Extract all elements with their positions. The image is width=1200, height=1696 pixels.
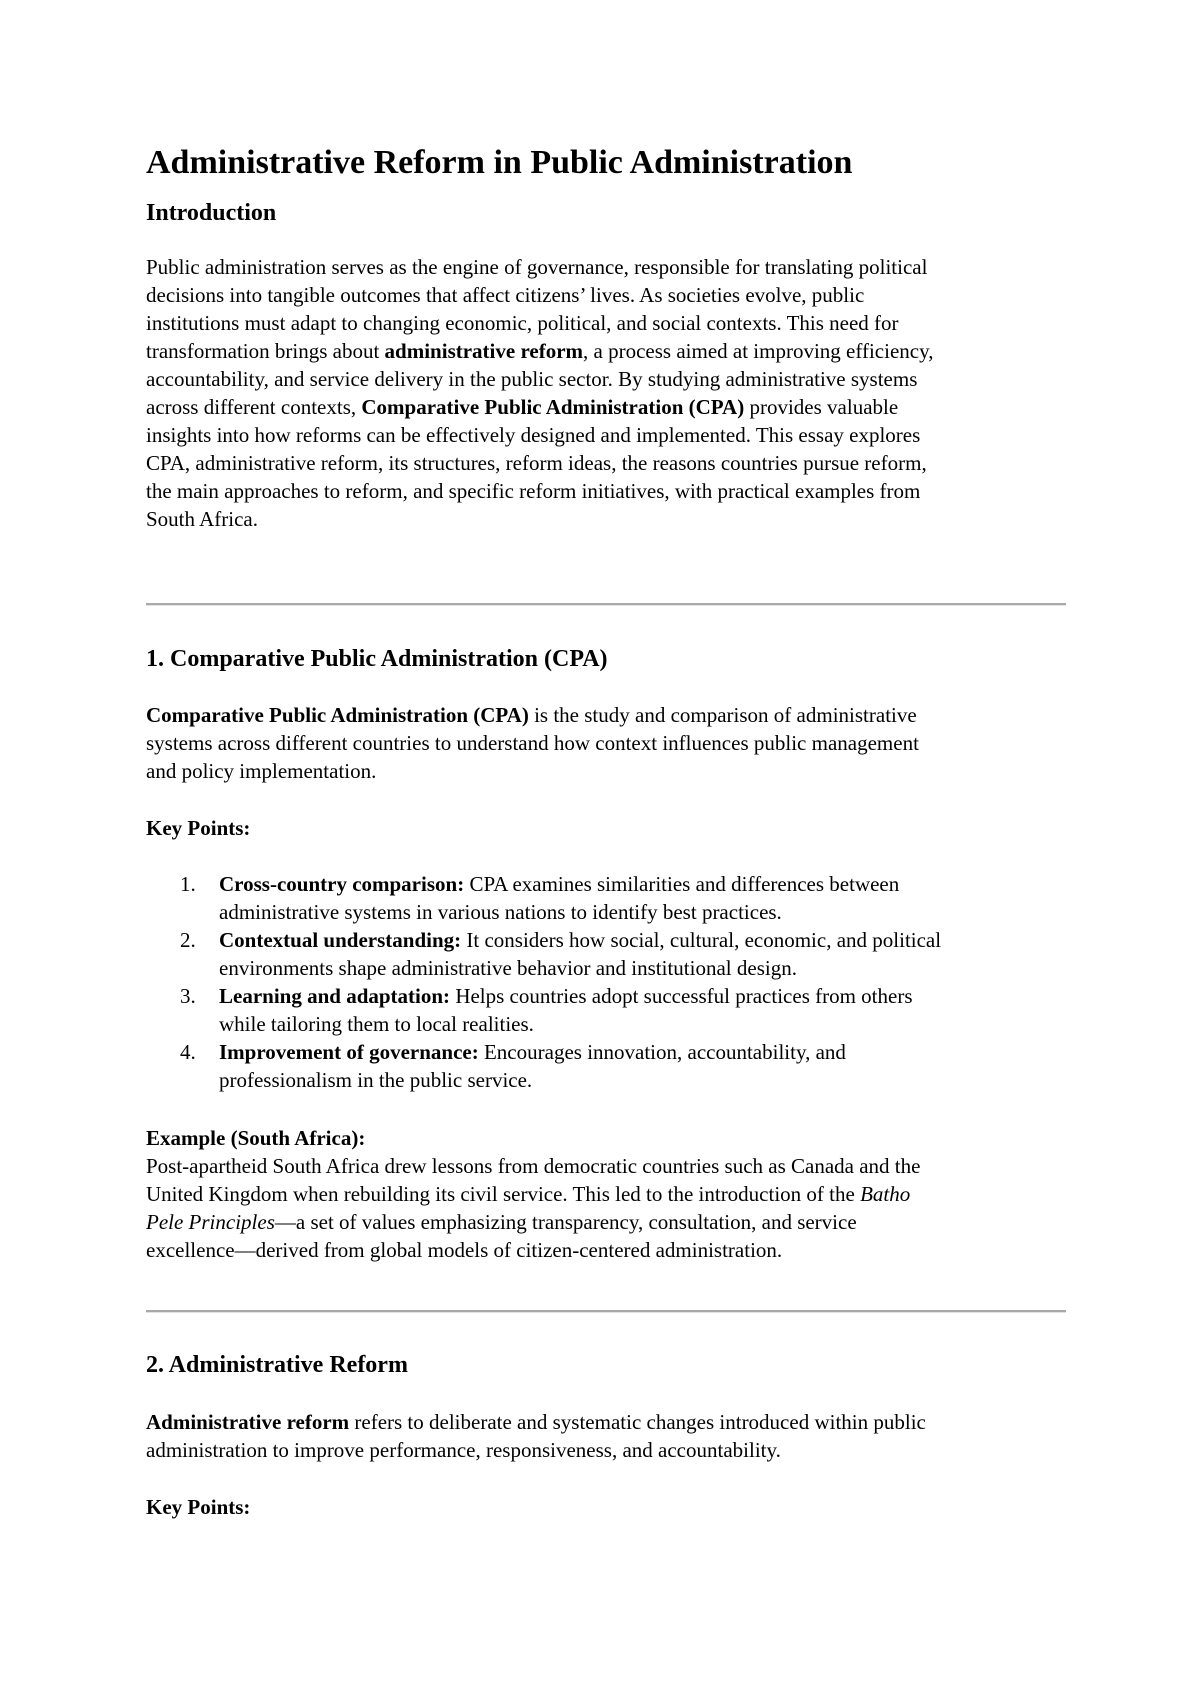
point-title: Cross-country comparison: bbox=[219, 872, 465, 896]
point-text: Helps countries adopt successful practices from others bbox=[450, 984, 913, 1008]
intro-line: CPA, administrative reform, its structures, reform ideas, the reasons countries pursue reform, bbox=[146, 451, 927, 475]
point-text: CPA examines similarities and differences between bbox=[464, 872, 900, 896]
intro-text: , a process aimed at improving efficiency, bbox=[583, 339, 934, 363]
reform-definition-text: refers to deliberate and systematic changes introduced within public bbox=[349, 1410, 926, 1434]
cpa-term: Comparative Public Administration (CPA) bbox=[146, 703, 529, 727]
list-item bbox=[146, 870, 1066, 926]
key-points-list bbox=[146, 870, 1066, 1094]
cpa-definition-line: and policy implementation. bbox=[146, 759, 377, 783]
point-text: Encourages innovation, accountability, and bbox=[478, 1040, 846, 1064]
section-1-heading: 1. Comparative Public Administration (CPA) bbox=[146, 646, 608, 672]
intro-line: decisions into tangible outcomes that affect citizens’ lives. As societies evolve, public bbox=[146, 283, 865, 307]
point-text: while tailoring them to local realities. bbox=[219, 1012, 534, 1036]
example-italic: Batho bbox=[860, 1182, 911, 1206]
intro-line: South Africa. bbox=[146, 507, 258, 531]
reform-term: Administrative reform bbox=[146, 1410, 350, 1434]
example-paragraph bbox=[146, 1152, 1066, 1264]
list-item bbox=[146, 926, 1066, 982]
example-line bbox=[146, 1180, 1066, 1208]
reform-definition-line bbox=[146, 1408, 1066, 1436]
horizontal-rule bbox=[146, 1310, 1066, 1313]
introduction-heading: Introduction bbox=[146, 200, 277, 226]
cpa-definition-line: systems across different countries to understand how context influences public management bbox=[146, 731, 919, 755]
point-text: environments shape administrative behavior and institutional design. bbox=[219, 956, 797, 980]
key-points-label: Key Points: bbox=[146, 1495, 251, 1519]
point-title: Learning and adaptation: bbox=[219, 984, 451, 1008]
list-item bbox=[146, 1038, 1066, 1094]
list-number: 2. bbox=[180, 928, 196, 952]
intro-line: Public administration serves as the engine of governance, responsible for translating political bbox=[146, 255, 928, 279]
cpa-definition-text: is the study and comparison of administrative bbox=[528, 703, 917, 727]
list-number: 3. bbox=[180, 984, 196, 1008]
intro-text: provides valuable bbox=[744, 395, 899, 419]
document-title: Administrative Reform in Public Administration bbox=[146, 144, 853, 181]
example-italic: Pele Principles bbox=[146, 1210, 275, 1234]
point-text: professionalism in the public service. bbox=[219, 1068, 533, 1092]
intro-line: insights into how reforms can be effectively designed and implemented. This essay explores bbox=[146, 423, 921, 447]
admin-reform-definition-paragraph bbox=[146, 1408, 1066, 1464]
example-text: United Kingdom when rebuilding its civil service. This led to the introduction of the bbox=[146, 1182, 861, 1206]
example-line bbox=[146, 1208, 1066, 1236]
horizontal-rule bbox=[146, 603, 1066, 606]
list-number: 4. bbox=[180, 1040, 196, 1064]
intro-bold-term: administrative reform bbox=[384, 339, 584, 363]
example-line: Post-apartheid South Africa drew lessons from democratic countries such as Canada and the bbox=[146, 1154, 921, 1178]
intro-line bbox=[146, 393, 1066, 421]
point-title: Improvement of governance: bbox=[219, 1040, 479, 1064]
intro-line bbox=[146, 337, 1066, 365]
intro-line: institutions must adapt to changing economic, political, and social contexts. This need for bbox=[146, 311, 899, 335]
intro-text: transformation brings about bbox=[146, 339, 385, 363]
example-line: excellence—derived from global models of citizen-centered administration. bbox=[146, 1238, 783, 1262]
list-number: 1. bbox=[180, 872, 196, 896]
intro-text: across different contexts, bbox=[146, 395, 362, 419]
introduction-paragraph bbox=[146, 253, 1066, 533]
intro-line: the main approaches to reform, and specific reform initiatives, with practical examples from bbox=[146, 479, 921, 503]
point-text: It considers how social, cultural, economic, and political bbox=[461, 928, 942, 952]
point-text: administrative systems in various nations to identify best practices. bbox=[219, 900, 782, 924]
intro-bold-term: Comparative Public Administration (CPA) bbox=[361, 395, 745, 419]
example-label: Example (South Africa): bbox=[146, 1126, 366, 1150]
cpa-definition-paragraph bbox=[146, 701, 1066, 785]
intro-line: accountability, and service delivery in the public sector. By studying administrative systems bbox=[146, 367, 918, 391]
reform-definition-line: administration to improve performance, responsiveness, and accountability. bbox=[146, 1438, 781, 1462]
example-text: —a set of values emphasizing transparency, consultation, and service bbox=[274, 1210, 857, 1234]
list-item bbox=[146, 982, 1066, 1038]
section-2-heading: 2. Administrative Reform bbox=[146, 1352, 408, 1378]
key-points-label: Key Points: bbox=[146, 816, 251, 840]
cpa-definition-line bbox=[146, 701, 1066, 729]
point-title: Contextual understanding: bbox=[219, 928, 462, 952]
